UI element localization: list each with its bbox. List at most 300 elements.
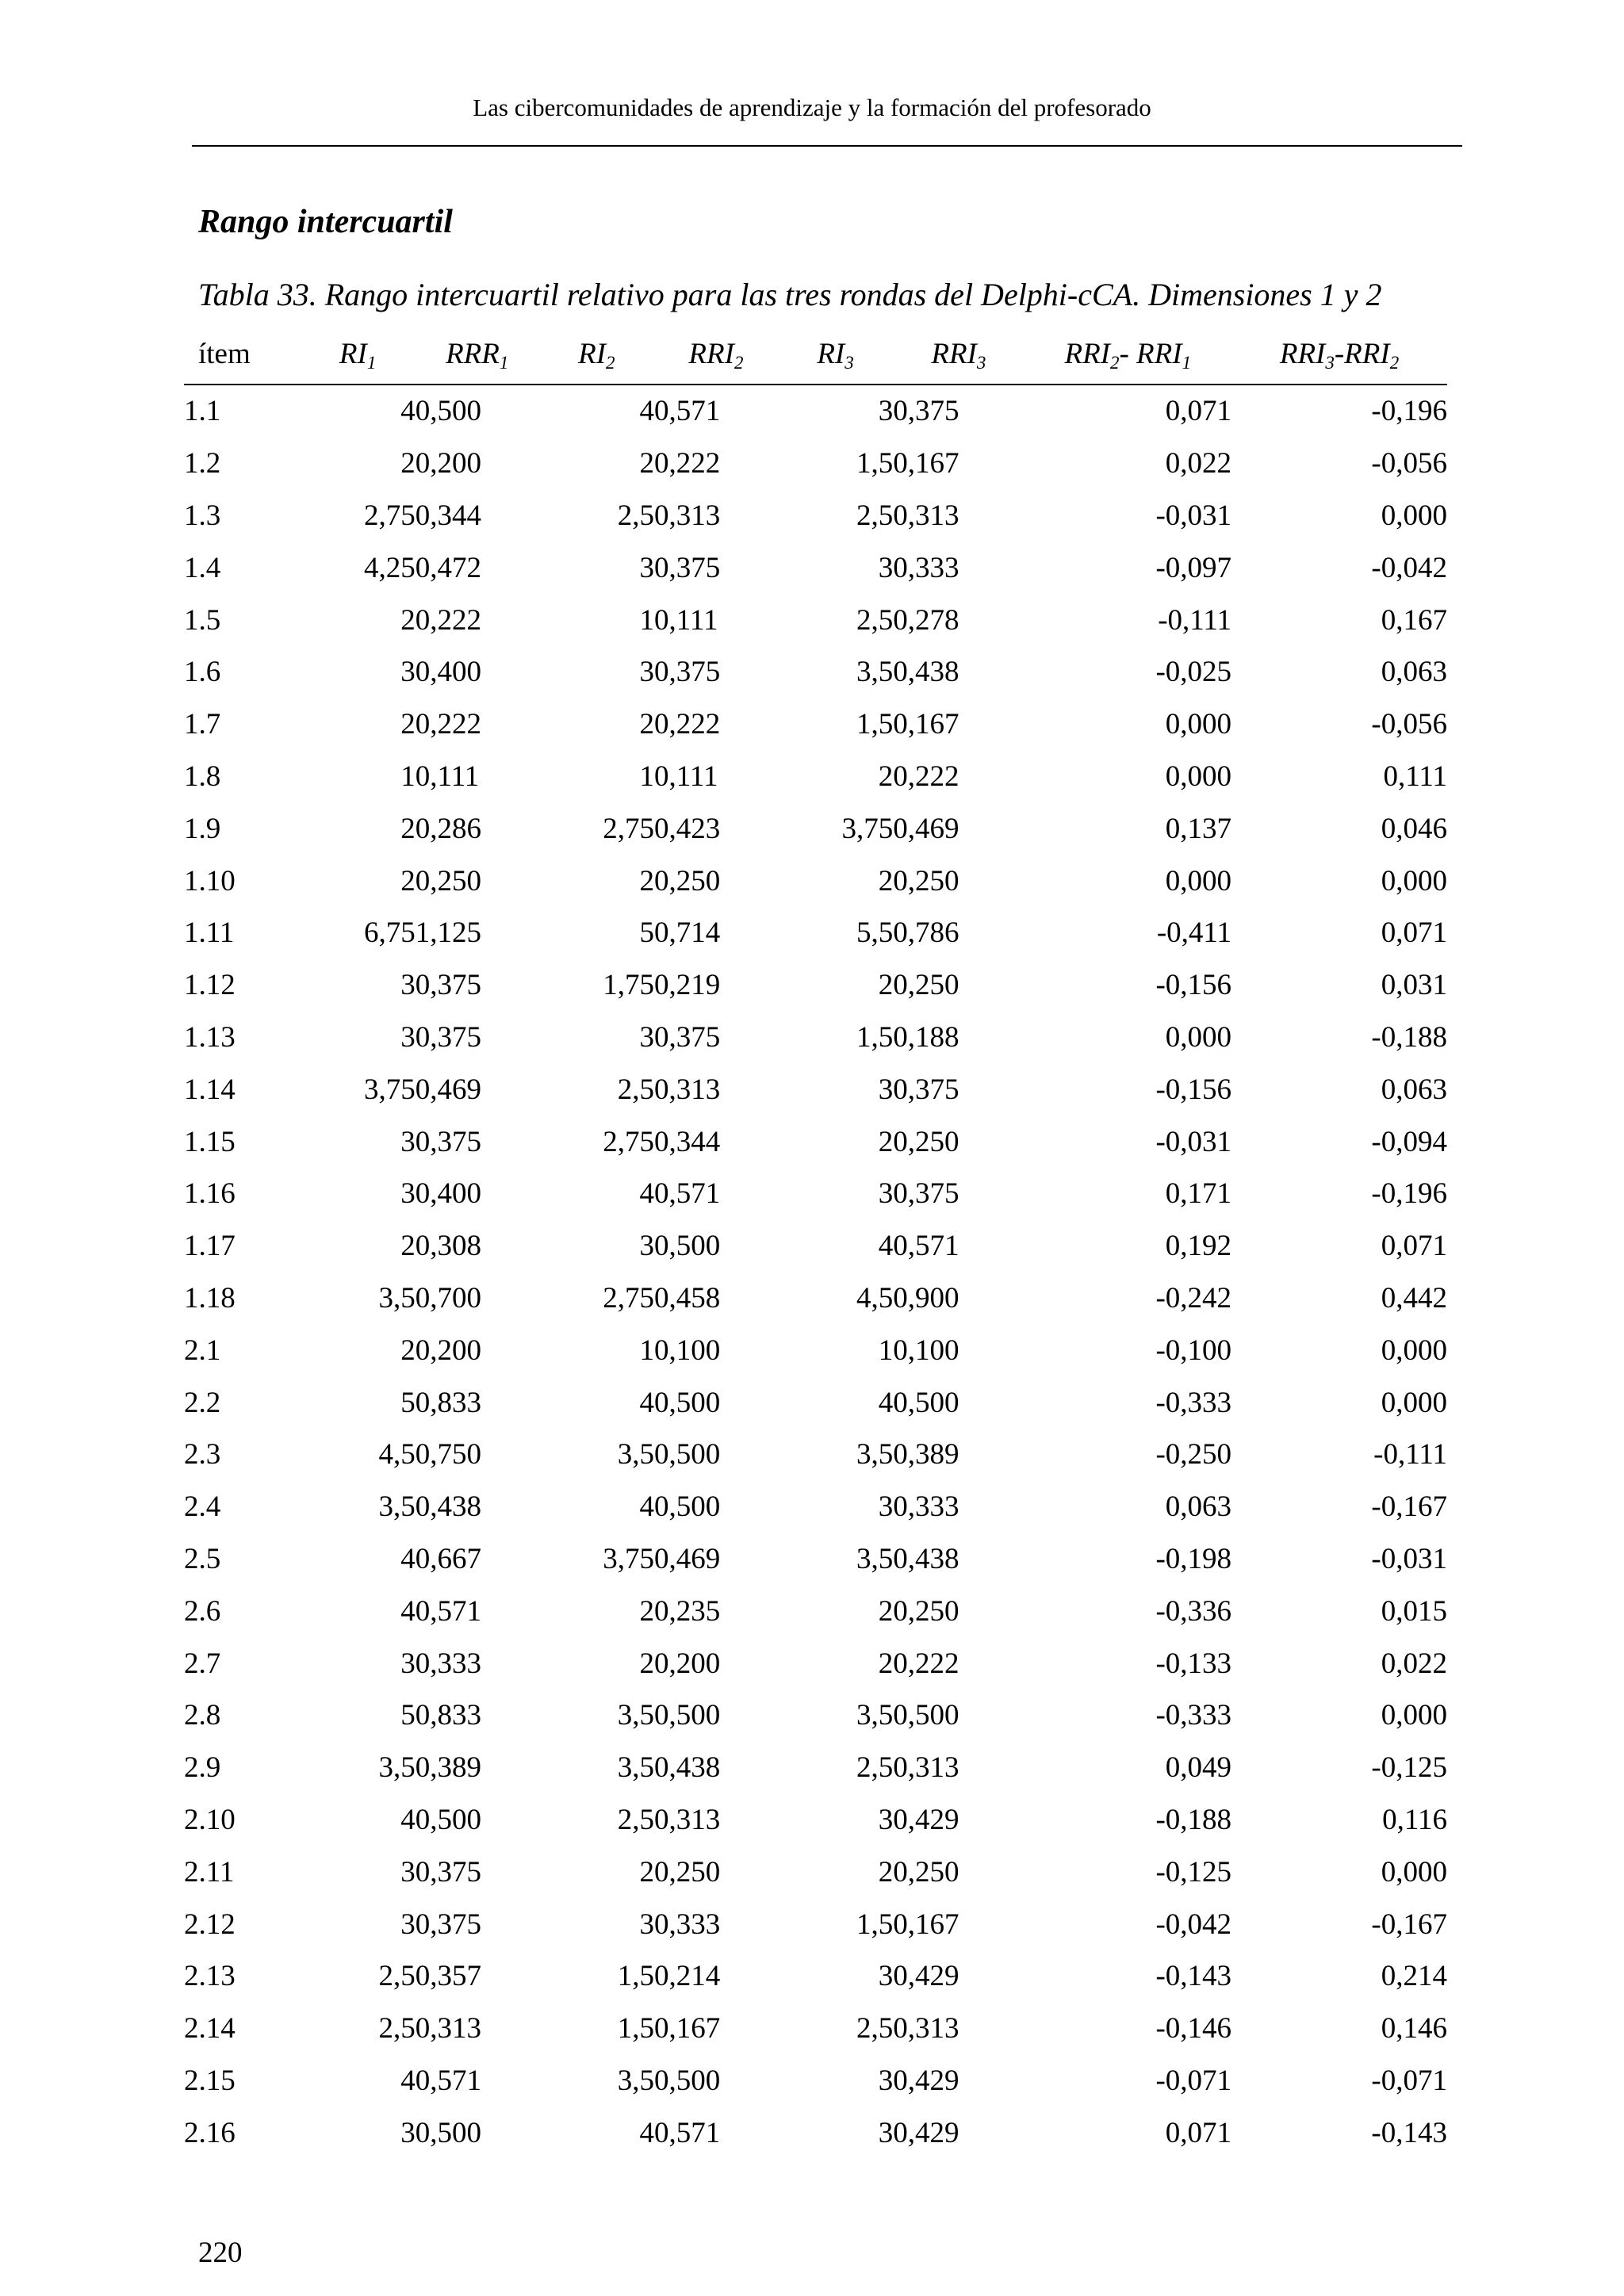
cell-rri2: 0,438 bbox=[654, 1751, 721, 1785]
cell-rri3: 0,278 bbox=[893, 603, 959, 637]
cell-rri2: 0,250 bbox=[654, 1855, 721, 1888]
cell-rri3: 0,100 bbox=[893, 1334, 959, 1367]
cell-ri2: 3,75 bbox=[603, 1542, 654, 1575]
cell-ri2: 2,5 bbox=[617, 1073, 654, 1106]
cell-item: 2.8 bbox=[184, 1699, 221, 1732]
cell-rri3-minus-rri2: 0,063 bbox=[1381, 656, 1447, 689]
cell-rri2-minus-rri1: -0,156 bbox=[1155, 1073, 1232, 1106]
cell-ri1: 2 bbox=[400, 708, 416, 741]
column-header-label: RRI bbox=[688, 337, 734, 370]
cell-ri1: 3,5 bbox=[378, 1751, 416, 1785]
cell-rri2: 0,344 bbox=[654, 1125, 721, 1158]
cell-ri3: 3 bbox=[878, 551, 894, 584]
table-row bbox=[184, 594, 1447, 646]
column-header-item bbox=[184, 323, 300, 385]
cell-rri2: 0,571 bbox=[654, 1177, 721, 1211]
cell-rri2: 0,500 bbox=[654, 1438, 721, 1471]
cell-item: 1.5 bbox=[184, 603, 221, 637]
cell-item: 2.9 bbox=[184, 1751, 221, 1785]
column-header-label: ítem bbox=[198, 337, 251, 370]
cell-rri2: 0,500 bbox=[654, 1699, 721, 1732]
cell-rrr1: 0,500 bbox=[415, 395, 482, 428]
column-header-subscript: 1 bbox=[366, 352, 377, 373]
cell-ri3: 3,5 bbox=[856, 1699, 894, 1732]
cell-item: 1.6 bbox=[184, 656, 221, 689]
cell-item: 2.14 bbox=[184, 2012, 236, 2045]
cell-rri2: 0,375 bbox=[654, 656, 721, 689]
table-header-row bbox=[184, 323, 1447, 385]
cell-ri1: 2,75 bbox=[364, 499, 416, 532]
cell-rri2: 0,235 bbox=[654, 1594, 721, 1628]
cell-item: 2.4 bbox=[184, 1490, 221, 1524]
cell-rri3-minus-rri2: 0,146 bbox=[1381, 2012, 1447, 2045]
cell-rri3: 0,222 bbox=[893, 1647, 959, 1680]
cell-ri1: 3 bbox=[400, 1177, 416, 1211]
cell-rri3-minus-rri2: 0,046 bbox=[1381, 812, 1447, 845]
column-header-label: RI bbox=[578, 337, 607, 370]
cell-ri1: 2,5 bbox=[378, 2012, 416, 2045]
cell-item: 1.15 bbox=[184, 1125, 236, 1158]
cell-rri3: 0,438 bbox=[893, 656, 959, 689]
cell-ri1: 3 bbox=[400, 1647, 416, 1680]
cell-ri3: 3 bbox=[878, 1073, 894, 1106]
cell-item: 2.2 bbox=[184, 1386, 221, 1419]
cell-rri3-minus-rri2: 0,000 bbox=[1381, 864, 1447, 897]
cell-ri3: 3 bbox=[878, 395, 894, 428]
cell-item: 1.1 bbox=[184, 395, 221, 428]
cell-rrr1: 0,500 bbox=[415, 2116, 482, 2149]
cell-rri2-minus-rri1: -0,143 bbox=[1155, 1960, 1232, 1993]
cell-rri3-minus-rri2: 0,063 bbox=[1381, 1073, 1447, 1106]
cell-rri3: 0,375 bbox=[893, 1073, 959, 1106]
cell-ri1: 4,5 bbox=[378, 1438, 416, 1471]
cell-ri3: 3 bbox=[878, 1490, 894, 1524]
column-header-subscript: 1 bbox=[1182, 352, 1192, 373]
column-header-label: RI bbox=[339, 337, 367, 370]
cell-rri2: 0,469 bbox=[654, 1542, 721, 1575]
cell-ri2: 2,5 bbox=[617, 499, 654, 532]
cell-rri3: 0,250 bbox=[893, 1855, 959, 1888]
cell-ri2: 3 bbox=[639, 1020, 654, 1054]
table-row bbox=[184, 1794, 1447, 1846]
cell-ri2: 2 bbox=[639, 864, 654, 897]
cell-rri2-minus-rri1: 0,071 bbox=[1165, 395, 1232, 428]
cell-rri2: 0,111 bbox=[654, 603, 718, 637]
column-header-subscript: 2 bbox=[1389, 352, 1400, 373]
table-row bbox=[184, 751, 1447, 803]
cell-ri1: 2 bbox=[400, 864, 416, 897]
cell-ri3: 4 bbox=[878, 1386, 894, 1419]
cell-ri2: 1 bbox=[639, 760, 654, 793]
cell-ri3: 2,5 bbox=[856, 499, 894, 532]
cell-ri3: 1,5 bbox=[856, 708, 894, 741]
cell-rri2-minus-rri1: -0,042 bbox=[1155, 1908, 1232, 1941]
cell-rri3: 0,250 bbox=[893, 969, 959, 1002]
column-header-subscript: 2 bbox=[606, 352, 615, 373]
table-row bbox=[184, 1637, 1447, 1689]
cell-ri1: 3,75 bbox=[364, 1073, 416, 1106]
table-row bbox=[184, 2107, 1447, 2159]
cell-rrr1: 0,667 bbox=[415, 1542, 482, 1575]
column-header-subscript: 2 bbox=[1110, 352, 1120, 373]
column-header-label: RRI bbox=[1064, 337, 1110, 370]
cell-rri3-minus-rri2: -0,042 bbox=[1371, 551, 1447, 584]
cell-rrr1: 0,400 bbox=[415, 1177, 482, 1211]
cell-rri2-minus-rri1: 0,000 bbox=[1165, 864, 1232, 897]
cell-rri3: 0,571 bbox=[893, 1230, 959, 1263]
cell-rrr1: 0,389 bbox=[415, 1751, 482, 1785]
cell-rri3: 0,375 bbox=[893, 395, 959, 428]
cell-rri3-minus-rri2: -0,031 bbox=[1371, 1542, 1447, 1575]
cell-rri3-minus-rri2: 0,022 bbox=[1381, 1647, 1447, 1680]
column-header-rri2 bbox=[654, 323, 778, 385]
table-row bbox=[184, 1012, 1447, 1064]
cell-rri3: 0,500 bbox=[893, 1386, 959, 1419]
cell-ri3: 3,75 bbox=[841, 812, 894, 845]
cell-rrr1: 0,500 bbox=[415, 1803, 482, 1836]
column-header-rri2-minus-rri1 bbox=[1025, 323, 1232, 385]
cell-ri3: 3,5 bbox=[856, 1438, 894, 1471]
cell-rri3-minus-rri2: 0,167 bbox=[1381, 603, 1447, 637]
cell-rrr1: 0,286 bbox=[415, 812, 482, 845]
table-caption: Tabla 33. Rango intercuartil relativo para las tres rondas del Delphi-cCA. Dimensiones 1 y 2 bbox=[198, 277, 1382, 312]
cell-ri1: 2 bbox=[400, 1334, 416, 1367]
cell-rri2: 0,250 bbox=[654, 864, 721, 897]
table-row bbox=[184, 490, 1447, 542]
cell-rrr1: 0,222 bbox=[415, 708, 482, 741]
table-row bbox=[184, 2003, 1447, 2055]
cell-rrr1: 0,571 bbox=[415, 2064, 482, 2097]
cell-rrr1: 0,344 bbox=[415, 499, 482, 532]
interquartile-range-table bbox=[184, 323, 1447, 2159]
cell-rri3: 0,429 bbox=[893, 1803, 959, 1836]
cell-rri2-minus-rri1: 0,171 bbox=[1165, 1177, 1232, 1211]
table-row bbox=[184, 1585, 1447, 1637]
column-header-ri1 bbox=[300, 323, 415, 385]
cell-rri3: 0,500 bbox=[893, 1699, 959, 1732]
cell-rri3-minus-rri2: 0,442 bbox=[1381, 1281, 1447, 1314]
cell-ri3: 2 bbox=[878, 1647, 894, 1680]
cell-rri3-minus-rri2: -0,056 bbox=[1371, 447, 1447, 480]
column-header-subscript: 2 bbox=[733, 352, 744, 373]
cell-rrr1: 0,111 bbox=[415, 760, 480, 793]
cell-rri3: 0,429 bbox=[893, 2116, 959, 2149]
cell-rri2: 0,375 bbox=[654, 1020, 721, 1054]
cell-ri1: 4 bbox=[400, 395, 416, 428]
cell-rri3-minus-rri2: 0,214 bbox=[1381, 1960, 1447, 1993]
table-row bbox=[184, 1898, 1447, 1950]
cell-ri2: 2 bbox=[639, 708, 654, 741]
cell-rri3: 0,389 bbox=[893, 1438, 959, 1471]
cell-item: 1.18 bbox=[184, 1281, 236, 1314]
cell-rri3: 0,250 bbox=[893, 1594, 959, 1628]
cell-rri2-minus-rri1: -0,031 bbox=[1155, 499, 1232, 532]
cell-ri1: 3 bbox=[400, 969, 416, 1002]
cell-item: 1.14 bbox=[184, 1073, 236, 1106]
cell-ri2: 2 bbox=[639, 1855, 654, 1888]
cell-ri2: 3,5 bbox=[617, 2064, 654, 2097]
cell-rrr1: 0,313 bbox=[415, 2012, 482, 2045]
cell-rri2-minus-rri1: -0,242 bbox=[1155, 1281, 1232, 1314]
cell-rri3-minus-rri2: 0,000 bbox=[1381, 499, 1447, 532]
cell-rri3: 0,900 bbox=[893, 1281, 959, 1314]
cell-ri1: 1 bbox=[400, 760, 416, 793]
cell-item: 2.6 bbox=[184, 1594, 221, 1628]
table-row bbox=[184, 385, 1447, 438]
column-header-rri3-minus-rri2 bbox=[1231, 323, 1447, 385]
cell-rri3: 0,333 bbox=[893, 1490, 959, 1524]
cell-ri1: 3,5 bbox=[378, 1490, 416, 1524]
cell-ri1: 4 bbox=[400, 1594, 416, 1628]
cell-ri3: 2 bbox=[878, 1125, 894, 1158]
cell-rrr1: 0,357 bbox=[415, 1960, 482, 1993]
cell-rri2-minus-rri1: 0,000 bbox=[1165, 760, 1232, 793]
cell-ri2: 4 bbox=[639, 1177, 654, 1211]
cell-ri2: 1 bbox=[639, 1334, 654, 1367]
cell-ri3: 1,5 bbox=[856, 447, 894, 480]
cell-item: 2.1 bbox=[184, 1334, 221, 1367]
cell-ri3: 1 bbox=[878, 1334, 894, 1367]
cell-rrr1: 0,200 bbox=[415, 1334, 482, 1367]
cell-rri2: 0,313 bbox=[654, 1073, 721, 1106]
cell-item: 1.9 bbox=[184, 812, 221, 845]
cell-item: 2.10 bbox=[184, 1803, 236, 1836]
cell-ri2: 5 bbox=[639, 916, 654, 950]
cell-rri3: 0,375 bbox=[893, 1177, 959, 1211]
table-row bbox=[184, 541, 1447, 594]
column-header-label: RRI bbox=[931, 337, 977, 370]
cell-ri2: 3,5 bbox=[617, 1751, 654, 1785]
cell-rri2-minus-rri1: -0,411 bbox=[1156, 916, 1232, 950]
cell-rri3-minus-rri2: -0,094 bbox=[1371, 1125, 1447, 1158]
cell-item: 1.13 bbox=[184, 1020, 236, 1054]
cell-rri3: 0,167 bbox=[893, 1908, 959, 1941]
cell-rri2: 0,423 bbox=[654, 812, 721, 845]
cell-ri2: 3 bbox=[639, 551, 654, 584]
cell-rri3-minus-rri2: 0,000 bbox=[1381, 1386, 1447, 1419]
cell-ri1: 4 bbox=[400, 2064, 416, 2097]
cell-ri1: 4 bbox=[400, 1803, 416, 1836]
cell-rri2-minus-rri1: 0,192 bbox=[1165, 1230, 1232, 1263]
cell-rri3-minus-rri2: 0,000 bbox=[1381, 1699, 1447, 1732]
cell-rri3: 0,469 bbox=[893, 812, 959, 845]
cell-ri2: 2,75 bbox=[603, 812, 654, 845]
table-row bbox=[184, 646, 1447, 698]
cell-rri3-minus-rri2: -0,143 bbox=[1371, 2116, 1447, 2149]
cell-ri2: 2 bbox=[639, 1594, 654, 1628]
cell-rri2-minus-rri1: 0,049 bbox=[1165, 1751, 1232, 1785]
cell-rri2-minus-rri1: -0,133 bbox=[1155, 1647, 1232, 1680]
cell-ri3: 2 bbox=[878, 864, 894, 897]
cell-rri2-minus-rri1: -0,125 bbox=[1155, 1855, 1232, 1888]
cell-rrr1: 0,700 bbox=[415, 1281, 482, 1314]
cell-ri1: 3 bbox=[400, 1855, 416, 1888]
cell-rri2-minus-rri1: 0,000 bbox=[1165, 708, 1232, 741]
cell-rrr1: 0,375 bbox=[415, 1020, 482, 1054]
column-header-label: RRR bbox=[446, 337, 500, 370]
cell-ri3: 3 bbox=[878, 1177, 894, 1211]
table-row bbox=[184, 698, 1447, 751]
cell-item: 2.3 bbox=[184, 1438, 221, 1471]
cell-ri1: 2 bbox=[400, 447, 416, 480]
cell-ri2: 1,75 bbox=[603, 969, 654, 1002]
table-row bbox=[184, 1115, 1447, 1168]
cell-rrr1: 0,833 bbox=[415, 1699, 482, 1732]
table-row bbox=[184, 1742, 1447, 1794]
cell-item: 2.5 bbox=[184, 1542, 221, 1575]
cell-rrr1: 0,375 bbox=[415, 1125, 482, 1158]
cell-rrr1: 0,375 bbox=[415, 969, 482, 1002]
cell-rri2: 0,111 bbox=[654, 760, 718, 793]
cell-rrr1: 0,375 bbox=[415, 1855, 482, 1888]
cell-ri3: 2,5 bbox=[856, 2012, 894, 2045]
cell-rri2-minus-rri1: -0,333 bbox=[1155, 1699, 1232, 1732]
cell-rri3-minus-rri2: 0,000 bbox=[1381, 1334, 1447, 1367]
cell-item: 2.13 bbox=[184, 1960, 236, 1993]
cell-rri2: 0,375 bbox=[654, 551, 721, 584]
cell-ri1: 2 bbox=[400, 1230, 416, 1263]
cell-rri2: 0,219 bbox=[654, 969, 721, 1002]
cell-ri1: 4 bbox=[400, 1542, 416, 1575]
cell-ri1: 3,5 bbox=[378, 1281, 416, 1314]
table-row bbox=[184, 1376, 1447, 1429]
cell-rri3-minus-rri2: -0,125 bbox=[1371, 1751, 1447, 1785]
cell-ri2: 3 bbox=[639, 1908, 654, 1941]
cell-rri2-minus-rri1: 0,137 bbox=[1165, 812, 1232, 845]
cell-rrr1: 0,375 bbox=[415, 1908, 482, 1941]
cell-rri3: 0,333 bbox=[893, 551, 959, 584]
cell-rrr1: 0,750 bbox=[415, 1438, 482, 1471]
cell-rri2-minus-rri1: 0,063 bbox=[1165, 1490, 1232, 1524]
column-header-ri2 bbox=[539, 323, 654, 385]
cell-rri2-minus-rri1: -0,250 bbox=[1155, 1438, 1232, 1471]
cell-rri3: 0,222 bbox=[893, 760, 959, 793]
cell-rri2: 0,214 bbox=[654, 1960, 721, 1993]
column-header-rrr1 bbox=[416, 323, 539, 385]
cell-ri3: 3 bbox=[878, 1803, 894, 1836]
cell-rri2-minus-rri1: -0,156 bbox=[1155, 969, 1232, 1002]
column-header-subscript: 3 bbox=[1325, 352, 1335, 373]
column-header-label: RI bbox=[817, 337, 845, 370]
cell-ri1: 3 bbox=[400, 1908, 416, 1941]
cell-ri3: 3,5 bbox=[856, 1542, 894, 1575]
cell-rri3-minus-rri2: 0,031 bbox=[1381, 969, 1447, 1002]
cell-ri2: 2 bbox=[639, 1647, 654, 1680]
cell-item: 1.16 bbox=[184, 1177, 236, 1211]
cell-rri2-minus-rri1: -0,025 bbox=[1155, 656, 1232, 689]
cell-rri3: 0,250 bbox=[893, 1125, 959, 1158]
table-row bbox=[184, 2055, 1447, 2107]
cell-ri2: 3 bbox=[639, 656, 654, 689]
cell-rri2: 0,500 bbox=[654, 2064, 721, 2097]
table-row bbox=[184, 1481, 1447, 1533]
cell-rri3: 0,188 bbox=[893, 1020, 959, 1054]
cell-rri2: 0,222 bbox=[654, 708, 721, 741]
header-divider bbox=[192, 145, 1462, 147]
cell-rri3: 0,429 bbox=[893, 2064, 959, 2097]
cell-item: 2.15 bbox=[184, 2064, 236, 2097]
cell-rrr1: 0,833 bbox=[415, 1386, 482, 1419]
cell-rri3-minus-rri2: -0,167 bbox=[1371, 1908, 1447, 1941]
table-row bbox=[184, 1324, 1447, 1376]
cell-rri3-minus-rri2: -0,111 bbox=[1373, 1438, 1447, 1471]
cell-rri2: 0,200 bbox=[654, 1647, 721, 1680]
table-row bbox=[184, 1220, 1447, 1272]
table-row bbox=[184, 1950, 1447, 2003]
cell-ri2: 4 bbox=[639, 2116, 654, 2149]
cell-ri1: 2,5 bbox=[378, 1960, 416, 1993]
cell-rri2: 0,571 bbox=[654, 395, 721, 428]
cell-rrr1: 0,250 bbox=[415, 864, 482, 897]
cell-ri3: 3 bbox=[878, 2064, 894, 2097]
cell-ri1: 5 bbox=[400, 1699, 416, 1732]
cell-rri3: 0,167 bbox=[893, 447, 959, 480]
cell-ri3: 2,5 bbox=[856, 1751, 894, 1785]
cell-ri2: 1 bbox=[639, 603, 654, 637]
cell-rri3-minus-rri2: 0,071 bbox=[1381, 916, 1447, 950]
cell-rrr1: 0,308 bbox=[415, 1230, 482, 1263]
cell-rri2-minus-rri1: -0,097 bbox=[1155, 551, 1232, 584]
cell-rri2-minus-rri1: -0,336 bbox=[1155, 1594, 1232, 1628]
cell-ri3: 1,5 bbox=[856, 1908, 894, 1941]
cell-rri3: 0,438 bbox=[893, 1542, 959, 1575]
cell-rrr1: 0,571 bbox=[415, 1594, 482, 1628]
cell-rri2-minus-rri1: -0,146 bbox=[1155, 2012, 1232, 2045]
cell-ri3: 1,5 bbox=[856, 1020, 894, 1054]
cell-rri2: 0,500 bbox=[654, 1230, 721, 1263]
cell-rri3-minus-rri2: -0,196 bbox=[1371, 1177, 1447, 1211]
cell-rri3: 0,167 bbox=[893, 708, 959, 741]
column-header-label: -RRI bbox=[1334, 337, 1390, 370]
running-header: Las cibercomunidades de aprendizaje y la formación del profesorado bbox=[473, 94, 1151, 121]
cell-item: 1.12 bbox=[184, 969, 236, 1002]
cell-rrr1: 1,125 bbox=[415, 916, 482, 950]
cell-rri2-minus-rri1: -0,188 bbox=[1155, 1803, 1232, 1836]
cell-ri1: 5 bbox=[400, 1386, 416, 1419]
cell-rrr1: 0,333 bbox=[415, 1647, 482, 1680]
cell-ri2: 2,75 bbox=[603, 1281, 654, 1314]
table-row bbox=[184, 438, 1447, 490]
cell-rri2: 0,167 bbox=[654, 2012, 721, 2045]
cell-item: 2.16 bbox=[184, 2116, 236, 2149]
cell-ri2: 2 bbox=[639, 447, 654, 480]
cell-rri3-minus-rri2: -0,167 bbox=[1371, 1490, 1447, 1524]
cell-ri3: 2 bbox=[878, 1855, 894, 1888]
cell-rri2-minus-rri1: -0,111 bbox=[1158, 603, 1232, 637]
cell-ri3: 2 bbox=[878, 1594, 894, 1628]
cell-rri2: 0,100 bbox=[654, 1334, 721, 1367]
cell-rri3-minus-rri2: 0,111 bbox=[1383, 760, 1447, 793]
cell-rri2: 0,714 bbox=[654, 916, 721, 950]
cell-ri2: 1,5 bbox=[617, 1960, 654, 1993]
cell-ri3: 3,5 bbox=[856, 656, 894, 689]
cell-rri3-minus-rri2: -0,056 bbox=[1371, 708, 1447, 741]
cell-rri2: 0,222 bbox=[654, 447, 721, 480]
cell-rrr1: 0,222 bbox=[415, 603, 482, 637]
cell-ri3: 4 bbox=[878, 1230, 894, 1263]
cell-ri3: 5,5 bbox=[856, 916, 894, 950]
table-row bbox=[184, 959, 1447, 1012]
column-header-label: RRI bbox=[1279, 337, 1326, 370]
cell-rri2-minus-rri1: -0,333 bbox=[1155, 1386, 1232, 1419]
cell-ri2: 4 bbox=[639, 1386, 654, 1419]
cell-item: 1.4 bbox=[184, 551, 221, 584]
cell-item: 1.11 bbox=[184, 916, 235, 950]
cell-item: 1.7 bbox=[184, 708, 221, 741]
column-header-label: - RRI bbox=[1119, 337, 1182, 370]
cell-ri2: 3,5 bbox=[617, 1699, 654, 1732]
section-title: Rango intercuartil bbox=[198, 204, 453, 240]
